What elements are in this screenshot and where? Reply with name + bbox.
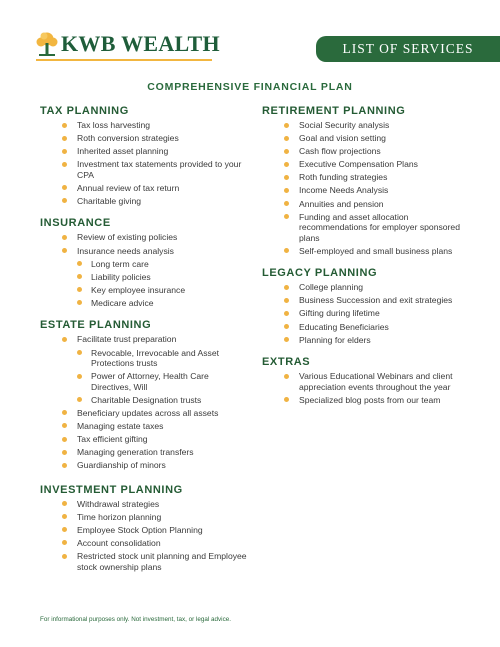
service-list [262,120,472,256]
list-item: Employee Stock Option Planning [40,525,250,536]
list-item: Investment tax statements provided to your CPA [40,159,250,180]
list-item: Executive Compensation Plans [262,159,472,170]
section [262,104,472,256]
section-title: ESTATE PLANNING [40,319,152,332]
list-item: Roth funding strategies [262,172,472,183]
list-item: Insurance needs analysis [40,246,250,257]
list-item: Inherited asset planning [40,146,250,157]
list-item: Roth conversion strategies [40,133,250,144]
list-item: Gifting during lifetime [262,308,472,319]
list-item: Goal and vision setting [262,133,472,144]
list-item: Facilitate trust preparation [40,334,250,345]
section [40,483,250,572]
sub-list-item: Power of Attorney, Health Care Directives, Will [40,371,250,392]
service-list [40,499,250,572]
sub-list-item: Revocable, Irrevocable and Asset Protections trusts [40,348,250,369]
section [262,355,472,405]
section [262,266,472,345]
list-item: Withdrawal strategies [40,499,250,510]
service-list [262,371,472,405]
list-of-services-banner: LIST OF SERVICES [316,36,500,62]
list-item: College planning [262,282,472,293]
list-item: Restricted stock unit planning and Employee stock ownership plans [40,551,250,572]
list-item: Managing estate taxes [40,421,250,432]
section-title: LEGACY PLANNING [262,267,378,280]
brand-logo [36,31,220,57]
section [40,104,250,206]
list-item: Various Educational Webinars and client appreciation events throughout the year [262,371,472,392]
service-list [40,232,250,308]
list-item: Time horizon planning [40,512,250,523]
list-item: Annual review of tax return [40,183,250,194]
section [40,216,250,308]
section-title: TAX PLANNING [40,105,129,117]
list-item: Cash flow projections [262,146,472,157]
sub-list-item: Medicare advice [40,298,250,309]
right-column [262,104,472,408]
list-item: Managing generation transfers [40,447,250,458]
list-item: Income Needs Analysis [262,185,472,196]
list-item: Annuities and pension [262,199,472,210]
section-title: INSURANCE [40,217,111,230]
list-item: Charitable giving [40,196,250,207]
list-item: Funding and asset allocation recommendations for employer sponsored plans [262,212,472,244]
list-item: Educating Beneficiaries [262,322,472,333]
list-item: Self-employed and small business plans [262,246,472,257]
logo-underline [36,59,212,61]
sub-list-item: Charitable Designation trusts [40,395,250,406]
service-list [40,120,250,206]
service-list [40,334,250,470]
sub-list-item: Long term care [40,259,250,270]
list-item: Business Succession and exit strategies [262,295,472,306]
list-item: Guardianship of minors [40,460,250,471]
list-item: Specialized blog posts from our team [262,395,472,406]
sub-list-item: Liability policies [40,272,250,283]
list-item: Account consolidation [40,538,250,549]
list-item: Tax loss harvesting [40,120,250,131]
disclaimer: For informational purposes only. Not investment, tax, or legal advice. [40,616,231,623]
section-title: INVESTMENT PLANNING [40,483,183,496]
section-title: RETIREMENT PLANNING [262,105,406,117]
list-item: Tax efficient gifting [40,434,250,445]
left-column [40,104,250,575]
page-title: COMPREHENSIVE FINANCIAL PLAN [147,81,353,93]
tree-icon [36,31,58,57]
list-item: Beneficiary updates across all assets [40,408,250,419]
list-item: Social Security analysis [262,120,472,131]
list-item: Review of existing policies [40,232,250,243]
list-item: Planning for elders [262,335,472,346]
section-title: EXTRAS [262,356,311,369]
brand-name: KWB WEALTH [61,31,220,56]
service-list [262,282,472,345]
sub-list-item: Key employee insurance [40,285,250,296]
section [40,318,250,470]
